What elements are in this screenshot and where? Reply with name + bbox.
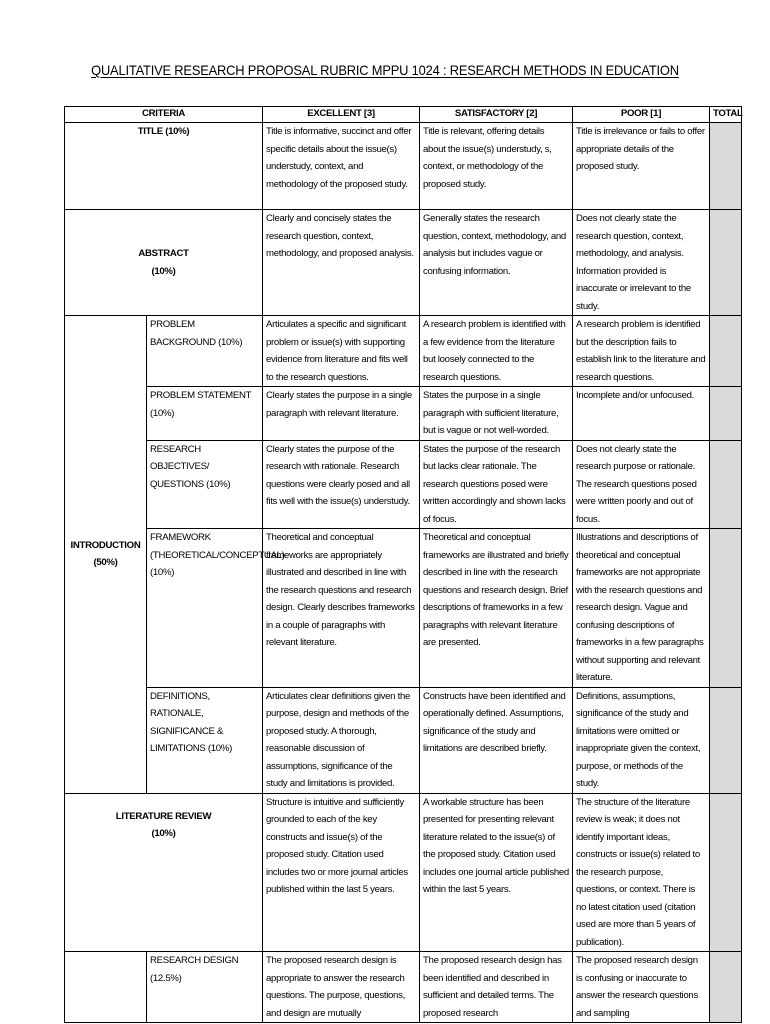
problem-background-satisfactory: A research problem is identified with a few evidence from the literature but loosely connected to the research questions. xyxy=(420,316,573,387)
sub-research-objectives: RESEARCH OBJECTIVES/ QUESTIONS (10%) xyxy=(147,440,263,529)
literature-review-satisfactory: A workable structure has been presented for presenting relevant literature related to the issue(s) of the proposed study. Citation used includes one journal article published within the last 5 years. xyxy=(420,793,573,952)
literature-review-total-cell xyxy=(710,793,742,952)
abstract-total-cell xyxy=(710,210,742,316)
header-row xyxy=(65,107,742,123)
abstract-weight: (10%) xyxy=(151,265,176,277)
research-design-total-cell xyxy=(710,952,742,1023)
title-satisfactory: Title is relevant, offering details about the issue(s) understudy, s, context, or methodology of the proposed study. xyxy=(420,123,573,210)
framework-satisfactory: Theoretical and conceptual frameworks are illustrated and briefly described in line with the research questions and research design. Brief descriptions of frameworks in a few paragraphs with relevant literature are presented. xyxy=(420,529,573,688)
problem-background-poor: A research problem is identified but the description fails to establish link to the literature and research questions. xyxy=(573,316,710,387)
problem-statement-satisfactory: States the purpose in a single paragraph with sufficient literature, but is vague or not well-worded. xyxy=(420,387,573,441)
sub-framework: FRAMEWORK (THEORETICAL/CONCEPTUAL) (10%) xyxy=(147,529,263,688)
literature-review-label: LITERATURE REVIEW xyxy=(115,810,212,822)
abstract-excellent: Clearly and concisely states the research question, context, methodology, and proposed analysis. xyxy=(263,210,420,316)
definitions-total-cell xyxy=(710,687,742,793)
definitions-poor: Definitions, assumptions, significance of the study and limitations were omitted or inappropriate given the context, purpose, or methods of the study. xyxy=(573,687,710,793)
sub-definitions: DEFINITIONS, RATIONALE, SIGNIFICANCE & LIMITATIONS (10%) xyxy=(147,687,263,793)
literature-review-weight: (10%) xyxy=(151,828,176,839)
criteria-abstract xyxy=(65,210,263,316)
rubric-table xyxy=(64,106,742,1023)
research-design-satisfactory: The proposed research design has been identified and described in sufficient and detailed terms. The proposed research xyxy=(420,952,573,1023)
problem-statement-total-cell xyxy=(710,387,742,441)
framework-poor: Illustrations and descriptions of theoretical and conceptual frameworks are not appropriate with the research questions and research design. Vague and confusing descriptions of frameworks in a few paragraphs without supporting and relevant literature. xyxy=(573,529,710,688)
row-definitions xyxy=(65,687,742,793)
definitions-satisfactory: Constructs have been identified and operationally defined. Assumptions, significance of the study and limitations are described briefly. xyxy=(420,687,573,793)
problem-background-total-cell xyxy=(710,316,742,387)
row-problem-background xyxy=(65,316,742,387)
introduction-label: INTRODUCTION xyxy=(70,539,141,551)
title-excellent: Title is informative, succinct and offer specific details about the issue(s) understudy, context, and methodology of the proposed study. xyxy=(263,123,420,210)
header-excellent: EXCELLENT [3] xyxy=(263,107,420,123)
research-objectives-poor: Does not clearly state the research purpose or rationale. The research questions posed were written poorly and out of focus. xyxy=(573,440,710,529)
research-design-poor: The proposed research design is confusing or inaccurate to answer the research questions and sampling xyxy=(573,952,710,1023)
title-total-cell xyxy=(710,123,742,210)
header-satisfactory: SATISFACTORY [2] xyxy=(420,107,573,123)
research-objectives-satisfactory: States the purpose of the research but lacks clear rationale. The research questions posed were written accordingly and shown lacks of focus. xyxy=(420,440,573,529)
criteria-introduction xyxy=(65,316,147,794)
literature-review-poor: The structure of the literature review is weak; it does not identify important ideas, constructs or issue(s) related to the research purpose, questions, or context. There is no latest citation used (citation used are more than 5 years of publication). xyxy=(573,793,710,952)
problem-background-excellent: Articulates a specific and significant problem or issue(s) with supporting evidence from literature and fits well to the research questions. xyxy=(263,316,420,387)
problem-statement-excellent: Clearly states the purpose in a single paragraph with relevant literature. xyxy=(263,387,420,441)
document-title xyxy=(31,62,739,78)
header-total: TOTAL xyxy=(710,107,742,123)
row-research-design xyxy=(65,952,742,1023)
row-problem-statement xyxy=(65,387,742,441)
literature-review-excellent: Structure is intuitive and sufficiently grounded to each of the key constructs and issue(s) of the proposed study. Citation used includes two or more journal articles published within the last 5 years. xyxy=(263,793,420,952)
abstract-satisfactory: Generally states the research question, context, methodology, and analysis but includes vague or confusing information. xyxy=(420,210,573,316)
row-research-objectives xyxy=(65,440,742,529)
abstract-poor: Does not clearly state the research question, context, methodology, and analysis. Information provided is inaccurate or irrelevant to the study. xyxy=(573,210,710,316)
research-design-blank-cell xyxy=(65,952,147,1023)
framework-total-cell xyxy=(710,529,742,688)
header-poor: POOR [1] xyxy=(573,107,710,123)
problem-statement-poor: Incomplete and/or unfocused. xyxy=(573,387,710,441)
criteria-literature-review xyxy=(65,793,263,952)
header-criteria: CRITERIA xyxy=(65,107,263,123)
sub-problem-statement: PROBLEM STATEMENT (10%) xyxy=(147,387,263,441)
sub-problem-background: PROBLEM BACKGROUND (10%) xyxy=(147,316,263,387)
sub-research-design: RESEARCH DESIGN (12.5%) xyxy=(147,952,263,1023)
definitions-excellent: Articulates clear definitions given the purpose, design and methods of the proposed study. A thorough, reasonable discussion of assumptions, significance of the study and limitations is provided. xyxy=(263,687,420,793)
introduction-weight: (50%) xyxy=(93,557,118,569)
framework-excellent: Theoretical and conceptual frameworks are appropriately illustrated and described in line with the research questions and research design. Clearly describes frameworks in a couple of paragraphs with relevant literature. xyxy=(263,529,420,688)
research-design-excellent: The proposed research design is appropriate to answer the research questions. The purpose, questions, and design are mutually xyxy=(263,952,420,1023)
title-poor: Title is irrelevance or fails to offer appropriate details of the proposed study. xyxy=(573,123,710,210)
criteria-title: TITLE (10%) xyxy=(65,123,263,210)
research-objectives-excellent: Clearly states the purpose of the research with rationale. Research questions were clearly posed and all fits well with the issue(s) understudy. xyxy=(263,440,420,529)
row-literature-review xyxy=(65,793,742,952)
row-framework xyxy=(65,529,742,688)
row-abstract xyxy=(65,210,742,316)
abstract-label: ABSTRACT xyxy=(138,248,189,259)
research-objectives-total-cell xyxy=(710,440,742,529)
document-title-text: QUALITATIVE RESEARCH PROPOSAL RUBRIC MPPU 1024 : RESEARCH METHODS IN EDUCATION xyxy=(91,62,679,78)
row-title xyxy=(65,123,742,210)
